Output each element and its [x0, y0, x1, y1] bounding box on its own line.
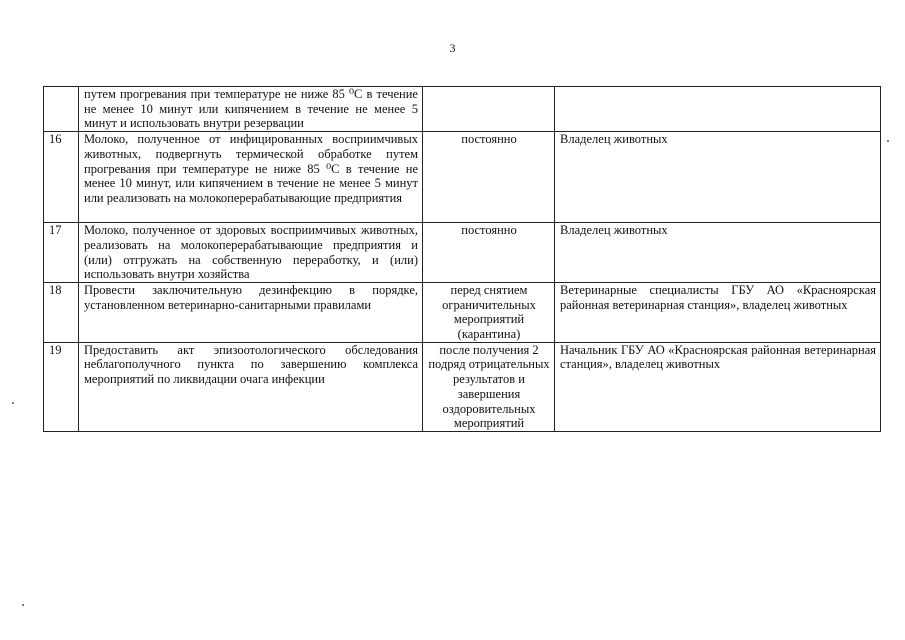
row-number — [44, 87, 79, 132]
measure-text: Молоко, полученное от инфицированных восприимчивых животных, подвергнуть термической обработке путем прогревания при температуре не ниже 85 ⁰C в течение не менее 10 минут, или кипячением в течение не менее 5 минут или реализовать на молокоперерабатывающие предприятия — [79, 132, 423, 223]
responsible-text: Начальник ГБУ АО «Красноярская районная ветеринарная станция», владелец животных — [555, 342, 881, 431]
measure-text: Провести заключительную дезинфекцию в порядке, установленном ветеринарно-санитарными правилами — [79, 282, 423, 342]
scan-speck — [12, 402, 14, 404]
responsible-text — [555, 87, 881, 132]
term-text: постоянно — [423, 223, 555, 283]
scan-speck — [22, 604, 24, 606]
measures-table — [43, 86, 881, 432]
table-row — [44, 132, 881, 223]
term-text: после получения 2 подряд отрицательных результатов и завершения оздоровительных мероприятий — [423, 342, 555, 431]
page-number: 3 — [449, 41, 456, 55]
responsible-text: Владелец животных — [555, 132, 881, 223]
table-row — [44, 87, 881, 132]
measure-text: Предоставить акт эпизоотологического обследования неблагополучного пункта по завершению комплекса мероприятий по ликвидации очага инфекции — [79, 342, 423, 431]
responsible-text: Ветеринарные специалисты ГБУ АО «Красноярская районная ветеринарная станция», владелец животных — [555, 282, 881, 342]
term-text: постоянно — [423, 132, 555, 223]
measure-text: путем прогревания при температуре не ниже 85 ⁰C в течение не менее 10 минут или кипячением в течение не менее 5 минут и использовать внутри резервации — [79, 87, 423, 132]
scan-speck — [887, 140, 889, 142]
term-text — [423, 87, 555, 132]
responsible-text: Владелец животных — [555, 223, 881, 283]
measure-text: Молоко, полученное от здоровых восприимчивых животных, реализовать на молокоперерабатывающие предприятия и (или) отгружать на собственную переработку, и (или) использовать внутри хозяйства — [79, 223, 423, 283]
table-row — [44, 342, 881, 431]
row-number: 18 — [44, 282, 79, 342]
term-text: перед снятием ограничительных мероприятий (карантина) — [423, 282, 555, 342]
table-row — [44, 282, 881, 342]
row-number: 19 — [44, 342, 79, 431]
row-number: 16 — [44, 132, 79, 223]
row-number: 17 — [44, 223, 79, 283]
table-row — [44, 223, 881, 283]
